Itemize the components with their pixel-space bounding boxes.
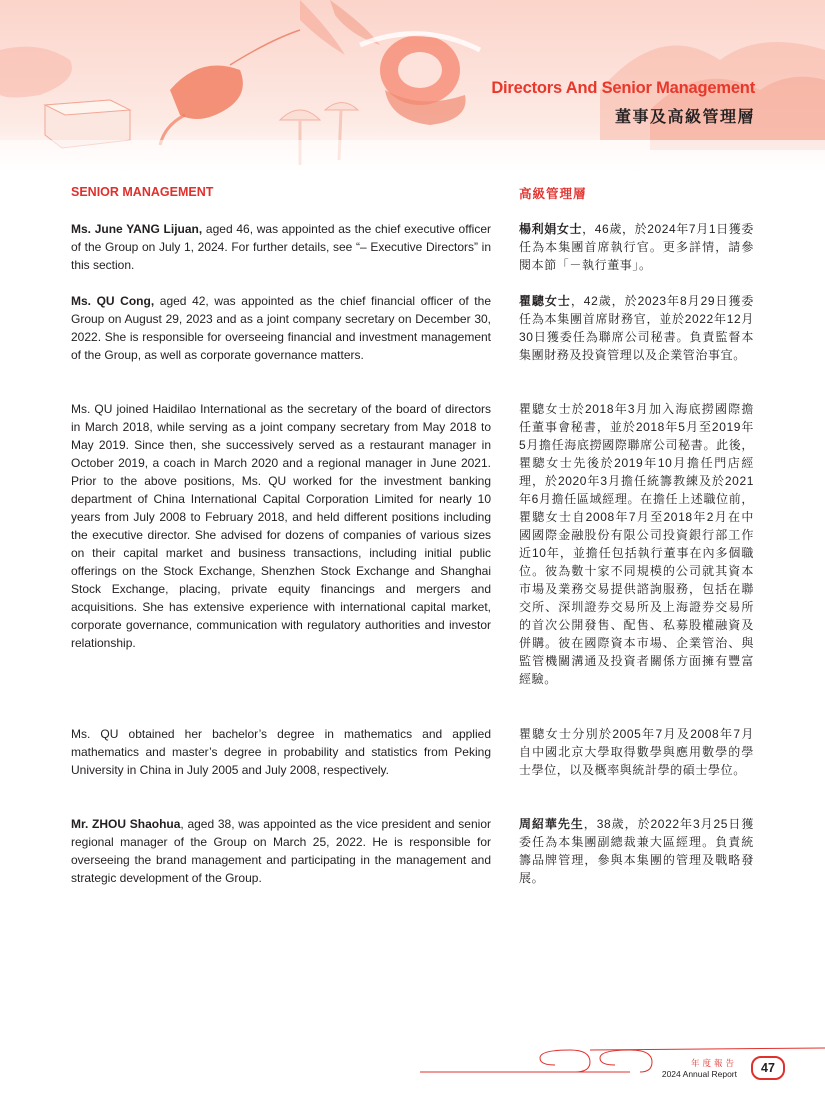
paragraph-text: 瞿驄女士分別於2005年7月及2008年7月自中國北京大學取得數學與應用數學的學士學位，以及概率與統計學的碩士學位。: [519, 727, 754, 777]
paragraph-text: Ms. QU joined Haidilao International as the secretary of the board of directors in March 2018, while serving as a joint company secretary from May 2018 to May 2019. Since then, she successively served as a restaurant manager in October 2019, a coach in March 2020 and a regional manager in June 2021. Prior to the above positions, Ms. QU worked for the investment banking department of China International Capital Corporation Limited for nearly 10 years from July 2008 to February 2018, and held different positions including the executive director. She advised for dozens of companies of various sizes on their capital market and business transactions, including initial public offerings on the Stock Exchange, Shenzhen Stock Exchange and Shanghai Stock Exchange, placing, private equity financings and mergers and acquisitions. She has extensive experience with international capital market, corporate governance, communication with regulatory authorities and investor relationship.: [71, 402, 491, 650]
person-name: Ms. QU Cong,: [71, 294, 155, 308]
person-name: Ms. June YANG Lijuan,: [71, 222, 203, 236]
header-title-zh: 董事及高級管理層: [614, 109, 755, 126]
paragraph-zh-qu-career: [519, 400, 754, 688]
page-number: 47: [751, 1056, 785, 1080]
paragraph-text: ，38歲，於2022年3月25日獲委任為本集團副總裁兼大區經理。負責統籌品牌管理，參與本集團的管理及戰略發展。: [519, 817, 754, 885]
page-footer: [0, 1040, 825, 1100]
paragraph-en-yang: [71, 220, 491, 274]
person-name: 周紹華先生: [519, 817, 584, 831]
paragraph-text: aged 46, was appointed as the chief executive officer of the Group on July 1, 2024. For further details, see “– Executive Directors” in this section.: [71, 222, 491, 272]
person-name: 楊利娟女士: [519, 222, 583, 236]
section-title-zh: 高級管理層: [519, 187, 587, 201]
paragraph-en-qu-career: [71, 400, 491, 652]
header-banner: [0, 0, 825, 175]
footer-report-zh: 年度報告: [690, 1058, 737, 1068]
paragraph-zh-qu: [519, 292, 754, 364]
paragraph-zh-qu-education: [519, 725, 754, 779]
person-name: Mr. ZHOU Shaohua: [71, 817, 181, 831]
paragraph-text: , aged 38, was appointed as the vice president and senior regional manager of the Group on March 25, 2022. He is responsible for overseeing the brand management and participating in the management and strategic development of the Group.: [71, 817, 491, 885]
paragraph-text: 瞿驄女士於2018年3月加入海底撈國際擔任董事會秘書，並於2018年5月至2019年5月擔任海底撈國際聯席公司秘書。此後，瞿驄女士先後於2019年10月擔任門店經理，於2020年3月擔任統籌教練及於2021年6月擔任區域經理。在擔任上述職位前，瞿驄女士自2008年7月至2018年2月在中國國際金融股份有限公司投資銀行部工作近10年，並擔任包括執行董事在內多個職位。彼為數十家不同規模的公司就其資本市場及業務交易提供諮詢服務，包括在聯交所、深圳證券交易所及上海證券交易所的首次公開發售、配售、私募股權融資及併購。彼在國際資本市場、企業管治、與監管機關溝通及投資者關係方面擁有豐富經驗。: [519, 402, 754, 686]
paragraph-zh-yang: [519, 220, 754, 274]
paragraph-text: aged 42, was appointed as the chief financial officer of the Group on August 29, 2023 and as a joint company secretary on December 30, 2022. She is responsible for overseeing financial and investment management of the Group, as well as corporate governance matters.: [71, 294, 491, 362]
paragraph-en-qu: [71, 292, 491, 364]
person-name: 瞿驄女士: [519, 294, 571, 308]
paragraph-en-zhou: [71, 815, 491, 887]
header-title-en: Directors And Senior Management: [491, 79, 755, 97]
paragraph-text: ，42歲，於2023年8月29日獲委任為本集團首席財務官，並於2022年12月30日獲委任為聯席公司秘書。負責監督本集團財務及投資管理以及企業管治事宜。: [519, 294, 754, 362]
paragraph-text: Ms. QU obtained her bachelor’s degree in mathematics and applied mathematics and master’s degree in probability and statistics from Peking University in China in July 2005 and July 2008, respectively.: [71, 727, 491, 777]
paragraph-zh-zhou: [519, 815, 754, 887]
footer-report-en: 2024 Annual Report: [661, 1069, 737, 1079]
section-title-en: SENIOR MANAGEMENT: [71, 185, 214, 199]
paragraph-text: ，46歲，於2024年7月1日獲委任為本集團首席執行官。更多詳情，請參閱本節「－執行董事」。: [519, 222, 754, 272]
paragraph-en-qu-education: [71, 725, 491, 779]
